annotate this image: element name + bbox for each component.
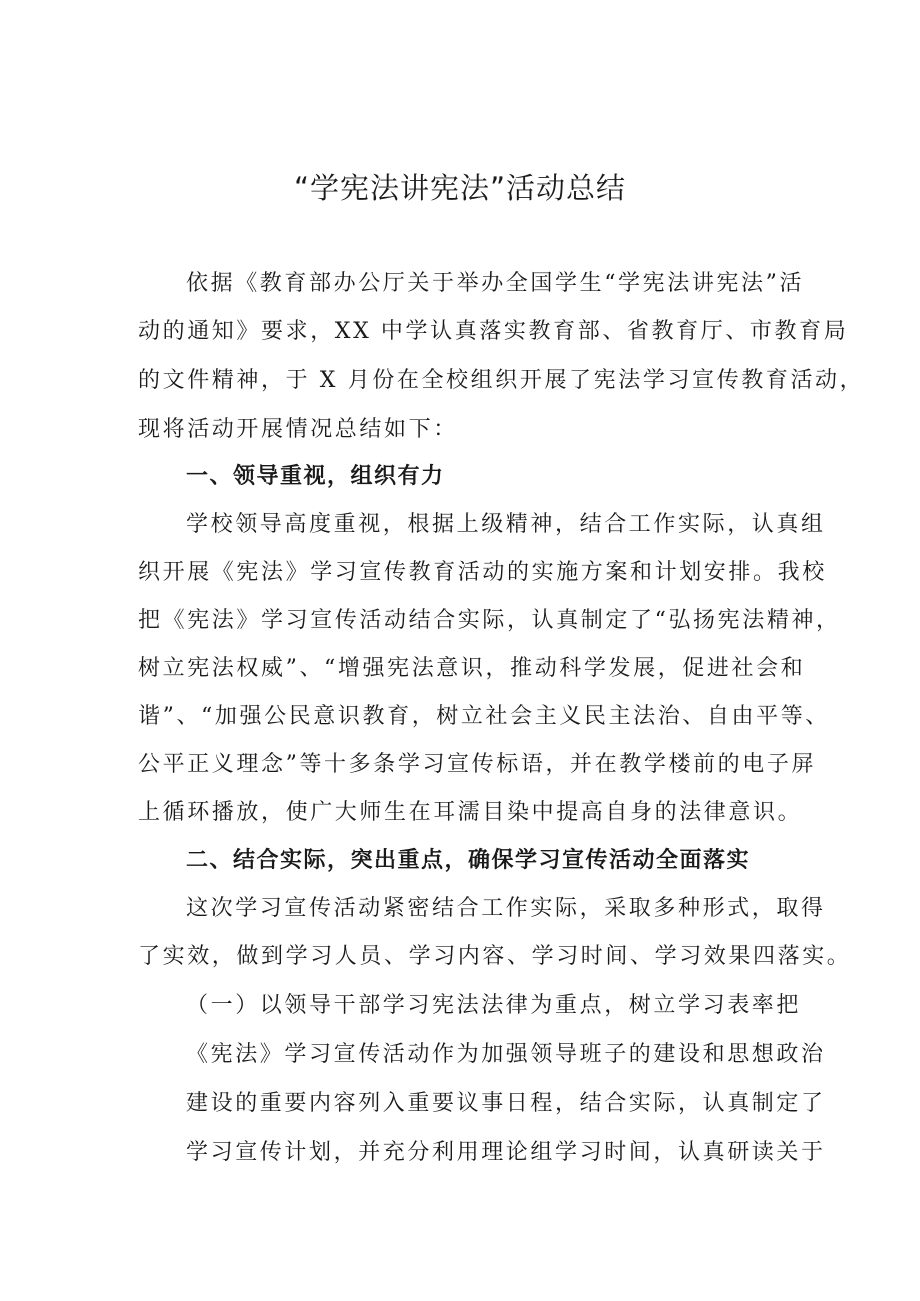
section-1-line-6: 公平正义理念”等十多条学习宣传标语，并在教学楼前的电子屏: [138, 752, 817, 777]
section-2-line-2: 了实效，做到学习人员、学习内容、学习时间、学习效果四落实。: [138, 944, 852, 969]
section-1-line-2: 织开展《宪法》学习宣传教育活动的实施方案和计划安排。我校: [138, 560, 827, 585]
intro-line-2: 动的通知》要求，XX 中学认真落实教育部、省教育厅、市教育局: [138, 319, 849, 344]
section-1-line-4: 树立宪法权威”、“增强宪法意识，推动科学发展，促进社会和: [138, 656, 806, 681]
section-2-heading: 二、结合实际，突出重点，确保学习宣传活动全面落实: [186, 848, 751, 873]
section-1-heading: 一、领导重视，组织有力: [186, 464, 445, 489]
section-1-line-3: 把《宪法》学习宣传活动结合实际，认真制定了“弘扬宪法精神，: [138, 608, 841, 633]
intro-line-3: 的文件精神，于 X 月份在全校组织开展了宪法学习宣传教育活动，: [138, 368, 865, 393]
subsection-1-line-2: 《宪法》学习宣传活动作为加强领导班子的建设和思想政治: [186, 1042, 826, 1067]
section-1-line-7: 上循环播放，使广大师生在耳濡目染中提高自身的法律意识。: [138, 800, 803, 825]
section-2-line-1: 这次学习宣传活动紧密结合工作实际，采取多种形式，取得: [186, 896, 826, 921]
intro-line-1: 依据《教育部办公厅关于举办全国学生“学宪法讲宪法”活: [186, 271, 805, 296]
section-1-line-5: 谐”、“加强公民意识教育，树立社会主义民主法治、自由平等、: [138, 704, 830, 729]
document-title: “学宪法讲宪法”活动总结: [293, 171, 627, 205]
intro-line-4: 现将活动开展情况总结如下：: [138, 417, 458, 442]
subsection-1-line-4: 学习宣传计划，并充分利用理论组学习时间，认真研读关于: [186, 1140, 826, 1165]
subsection-1-line-3: 建设的重要内容列入重要议事日程，结合实际，认真制定了: [186, 1091, 826, 1116]
subsection-1-line-1: （一）以领导干部学习宪法法律为重点，树立学习表率把: [186, 993, 802, 1018]
section-1-line-1: 学校领导高度重视，根据上级精神，结合工作实际，认真组: [186, 512, 826, 537]
